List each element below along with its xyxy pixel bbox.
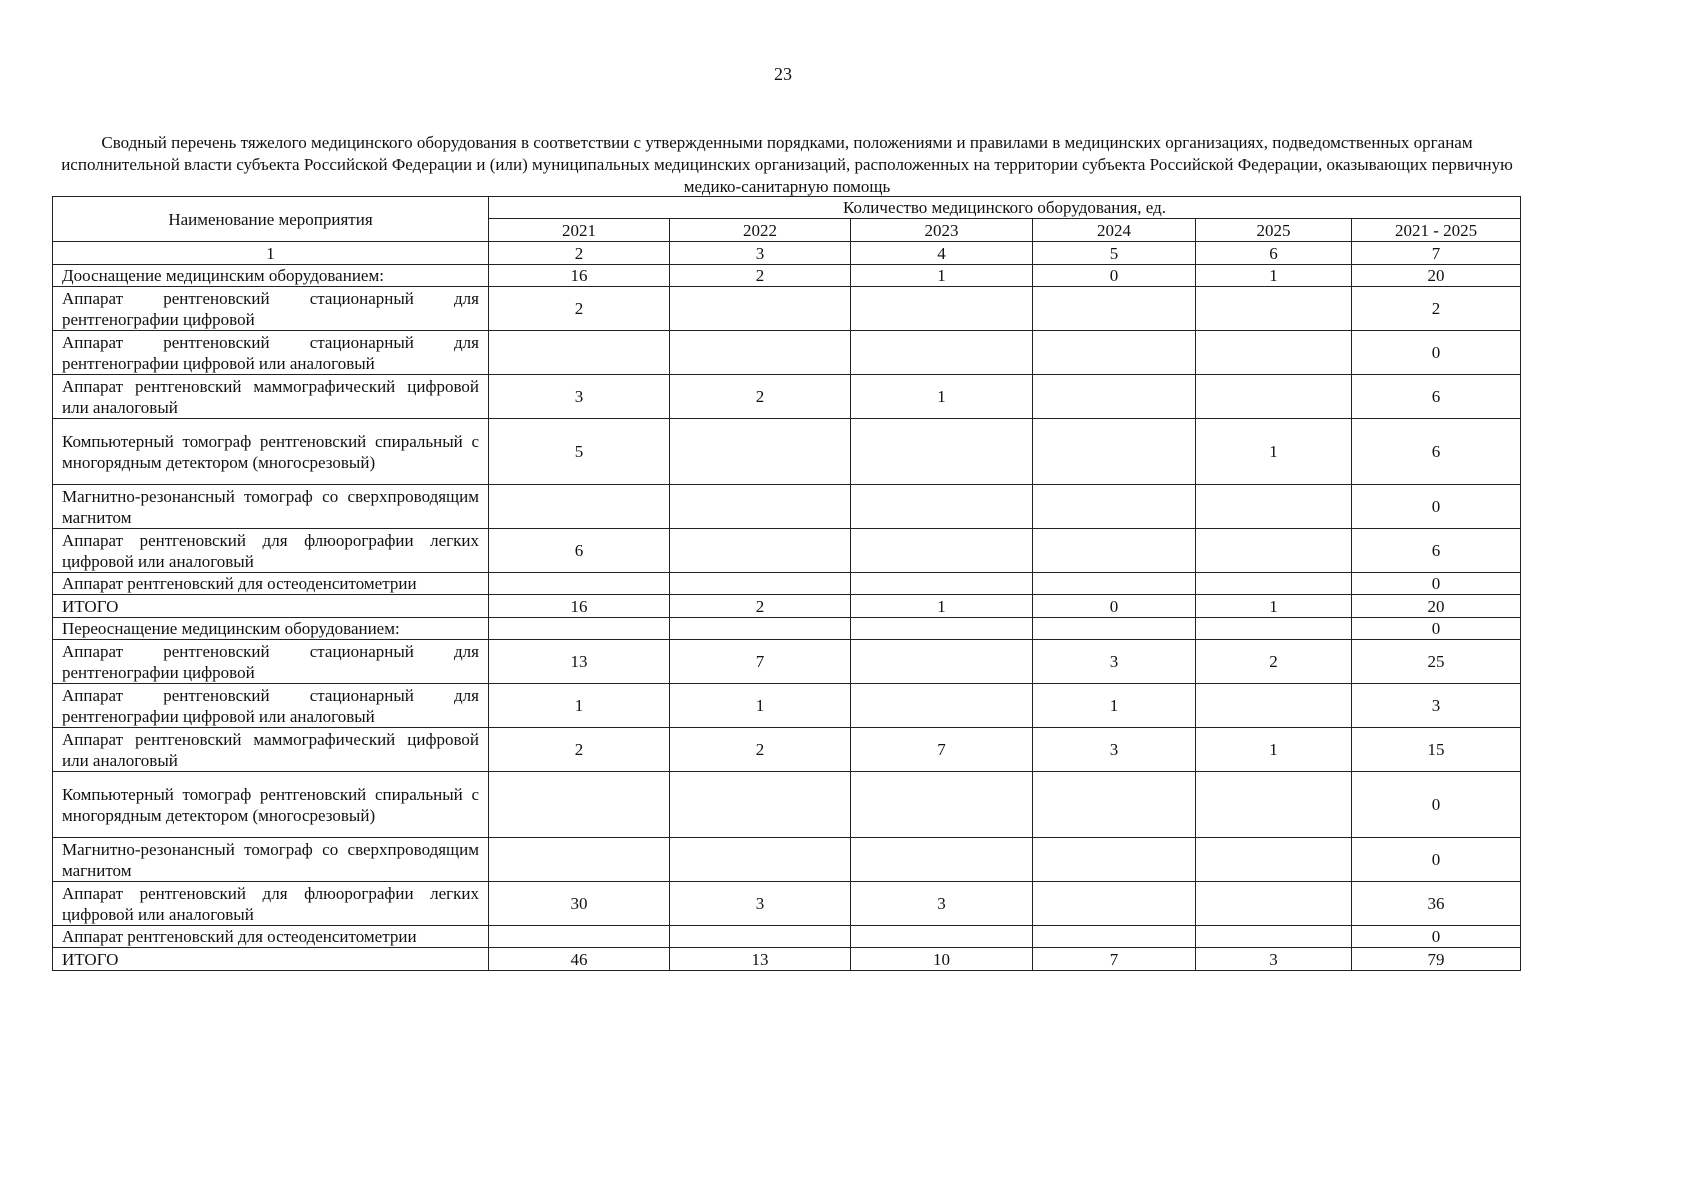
row-total-cell: 0 bbox=[1352, 926, 1521, 948]
row-total-cell: 0 bbox=[1352, 485, 1521, 529]
row-value-cell bbox=[670, 331, 851, 375]
table-row bbox=[53, 265, 1521, 287]
row-value-cell: 1 bbox=[670, 684, 851, 728]
row-value-cell bbox=[1196, 882, 1352, 926]
row-value-cell bbox=[1196, 684, 1352, 728]
row-total-cell: 0 bbox=[1352, 838, 1521, 882]
row-value-cell bbox=[670, 838, 851, 882]
table-row bbox=[53, 529, 1521, 573]
row-value-cell bbox=[1196, 287, 1352, 331]
header-year: 2025 bbox=[1196, 219, 1352, 242]
table-row bbox=[53, 838, 1521, 882]
table-row bbox=[53, 595, 1521, 618]
row-name: Аппарат рентгеновский стационарный для рентгенографии цифровой или аналоговый bbox=[53, 331, 489, 375]
header-year: 2022 bbox=[670, 219, 851, 242]
row-value-cell bbox=[670, 419, 851, 485]
row-total-cell: 20 bbox=[1352, 595, 1521, 618]
row-value-cell bbox=[1033, 772, 1196, 838]
row-value-cell bbox=[1033, 375, 1196, 419]
row-value-cell: 5 bbox=[489, 419, 670, 485]
row-value-cell bbox=[489, 331, 670, 375]
row-name: Компьютерный томограф рентгеновский спиральный с многорядным детектором (многосрезовый) bbox=[53, 419, 489, 485]
table-row bbox=[53, 728, 1521, 772]
table-row bbox=[53, 772, 1521, 838]
header-year: 2024 bbox=[1033, 219, 1196, 242]
row-value-cell bbox=[1033, 882, 1196, 926]
row-value-cell: 30 bbox=[489, 882, 670, 926]
page-number: 23 bbox=[774, 64, 792, 84]
row-value-cell bbox=[1196, 375, 1352, 419]
row-value-cell bbox=[851, 640, 1033, 684]
row-value-cell bbox=[670, 485, 851, 529]
column-number: 3 bbox=[670, 242, 851, 265]
row-value-cell bbox=[670, 926, 851, 948]
row-value-cell: 1 bbox=[1196, 265, 1352, 287]
row-total-cell: 0 bbox=[1352, 772, 1521, 838]
row-name: Аппарат рентгеновский для флюорографии легких цифровой или аналоговый bbox=[53, 529, 489, 573]
row-value-cell bbox=[1196, 573, 1352, 595]
row-value-cell: 2 bbox=[670, 265, 851, 287]
row-value-cell bbox=[1033, 331, 1196, 375]
row-value-cell: 3 bbox=[1196, 948, 1352, 971]
row-value-cell bbox=[670, 618, 851, 640]
row-value-cell bbox=[1196, 485, 1352, 529]
row-value-cell: 46 bbox=[489, 948, 670, 971]
header-year: 2023 bbox=[851, 219, 1033, 242]
row-value-cell: 1 bbox=[1196, 595, 1352, 618]
column-number: 6 bbox=[1196, 242, 1352, 265]
row-name: Аппарат рентгеновский для остеоденситометрии bbox=[53, 926, 489, 948]
row-value-cell: 3 bbox=[489, 375, 670, 419]
row-name: Дооснащение медицинским оборудованием: bbox=[53, 265, 489, 287]
row-value-cell: 1 bbox=[1033, 684, 1196, 728]
row-value-cell: 7 bbox=[851, 728, 1033, 772]
row-name: Компьютерный томограф рентгеновский спиральный с многорядным детектором (многосрезовый) bbox=[53, 772, 489, 838]
row-value-cell bbox=[851, 573, 1033, 595]
row-value-cell: 2 bbox=[670, 728, 851, 772]
row-value-cell bbox=[1033, 573, 1196, 595]
header-year: 2021 bbox=[489, 219, 670, 242]
row-total-cell: 0 bbox=[1352, 618, 1521, 640]
row-value-cell bbox=[1196, 926, 1352, 948]
row-name: Аппарат рентгеновский для флюорографии легких цифровой или аналоговый bbox=[53, 882, 489, 926]
table-row bbox=[53, 331, 1521, 375]
row-value-cell: 16 bbox=[489, 595, 670, 618]
row-value-cell bbox=[1033, 419, 1196, 485]
row-total-cell: 79 bbox=[1352, 948, 1521, 971]
row-value-cell bbox=[1033, 618, 1196, 640]
row-value-cell: 13 bbox=[670, 948, 851, 971]
row-value-cell bbox=[1196, 838, 1352, 882]
row-total-cell: 2 bbox=[1352, 287, 1521, 331]
column-number: 1 bbox=[53, 242, 489, 265]
row-value-cell bbox=[1196, 772, 1352, 838]
equipment-table bbox=[52, 196, 1521, 971]
row-value-cell bbox=[851, 618, 1033, 640]
row-name: Переоснащение медицинским оборудованием: bbox=[53, 618, 489, 640]
row-value-cell: 2 bbox=[1196, 640, 1352, 684]
table-row bbox=[53, 618, 1521, 640]
row-value-cell: 2 bbox=[489, 728, 670, 772]
column-number: 2 bbox=[489, 242, 670, 265]
row-value-cell: 1 bbox=[1196, 419, 1352, 485]
row-value-cell: 13 bbox=[489, 640, 670, 684]
row-value-cell bbox=[489, 838, 670, 882]
row-value-cell: 10 bbox=[851, 948, 1033, 971]
table-row bbox=[53, 287, 1521, 331]
row-value-cell bbox=[851, 529, 1033, 573]
row-value-cell bbox=[1033, 485, 1196, 529]
row-total-cell: 6 bbox=[1352, 529, 1521, 573]
row-value-cell bbox=[851, 772, 1033, 838]
row-value-cell bbox=[489, 573, 670, 595]
table-row bbox=[53, 684, 1521, 728]
table-row bbox=[53, 375, 1521, 419]
row-value-cell bbox=[851, 684, 1033, 728]
table-row bbox=[53, 485, 1521, 529]
table-row bbox=[53, 573, 1521, 595]
row-value-cell bbox=[670, 772, 851, 838]
row-value-cell bbox=[670, 573, 851, 595]
row-value-cell bbox=[851, 926, 1033, 948]
row-value-cell: 1 bbox=[851, 595, 1033, 618]
row-value-cell: 3 bbox=[1033, 640, 1196, 684]
row-name: Магнитно-резонансный томограф со сверхпроводящим магнитом bbox=[53, 485, 489, 529]
row-name: Аппарат рентгеновский стационарный для рентгенографии цифровой bbox=[53, 287, 489, 331]
row-value-cell: 3 bbox=[1033, 728, 1196, 772]
row-value-cell: 0 bbox=[1033, 265, 1196, 287]
document-title: Сводный перечень тяжелого медицинского оборудования в соответствии с утвержденными порядками, положениями и правилами в медицинских организациях, подведомственных органам исполнительной власти субъекта Российской Федерации и (или) муниципальных медицинских организаций, расположенных на территории субъекта Российской Федерации, оказывающих первичную медико-санитарную помощь bbox=[61, 133, 1513, 196]
row-total-cell: 3 bbox=[1352, 684, 1521, 728]
row-value-cell: 7 bbox=[1033, 948, 1196, 971]
row-name: Аппарат рентгеновский для остеоденситометрии bbox=[53, 573, 489, 595]
table-row bbox=[53, 640, 1521, 684]
row-value-cell bbox=[1196, 331, 1352, 375]
row-value-cell bbox=[489, 772, 670, 838]
row-total-cell: 15 bbox=[1352, 728, 1521, 772]
table-row bbox=[53, 948, 1521, 971]
row-value-cell bbox=[1033, 529, 1196, 573]
row-value-cell bbox=[1196, 529, 1352, 573]
row-total-cell: 6 bbox=[1352, 419, 1521, 485]
row-total-cell: 20 bbox=[1352, 265, 1521, 287]
row-value-cell bbox=[489, 618, 670, 640]
row-name: ИТОГО bbox=[53, 948, 489, 971]
column-number: 5 bbox=[1033, 242, 1196, 265]
row-value-cell bbox=[851, 838, 1033, 882]
row-value-cell: 7 bbox=[670, 640, 851, 684]
column-number: 7 bbox=[1352, 242, 1521, 265]
row-value-cell bbox=[670, 287, 851, 331]
row-value-cell bbox=[851, 287, 1033, 331]
row-value-cell: 3 bbox=[851, 882, 1033, 926]
row-value-cell bbox=[1033, 926, 1196, 948]
row-value-cell: 6 bbox=[489, 529, 670, 573]
row-value-cell bbox=[670, 529, 851, 573]
table-body bbox=[53, 265, 1521, 971]
row-name: Аппарат рентгеновский стационарный для рентгенографии цифровой bbox=[53, 640, 489, 684]
row-value-cell: 1 bbox=[851, 375, 1033, 419]
row-value-cell bbox=[1033, 838, 1196, 882]
row-value-cell: 0 bbox=[1033, 595, 1196, 618]
row-value-cell: 2 bbox=[670, 375, 851, 419]
row-value-cell bbox=[489, 485, 670, 529]
header-year-total: 2021 - 2025 bbox=[1352, 219, 1521, 242]
row-value-cell: 2 bbox=[670, 595, 851, 618]
row-total-cell: 25 bbox=[1352, 640, 1521, 684]
row-value-cell bbox=[1196, 618, 1352, 640]
row-value-cell bbox=[851, 419, 1033, 485]
row-total-cell: 36 bbox=[1352, 882, 1521, 926]
row-value-cell: 3 bbox=[670, 882, 851, 926]
row-total-cell: 6 bbox=[1352, 375, 1521, 419]
row-value-cell bbox=[851, 485, 1033, 529]
row-name: Аппарат рентгеновский маммографический цифровой или аналоговый bbox=[53, 728, 489, 772]
row-value-cell: 1 bbox=[851, 265, 1033, 287]
row-name: ИТОГО bbox=[53, 595, 489, 618]
column-number: 4 bbox=[851, 242, 1033, 265]
row-name: Магнитно-резонансный томограф со сверхпроводящим магнитом bbox=[53, 838, 489, 882]
table-row bbox=[53, 419, 1521, 485]
header-name-column: Наименование мероприятия bbox=[53, 197, 489, 242]
row-value-cell: 1 bbox=[489, 684, 670, 728]
row-value-cell: 16 bbox=[489, 265, 670, 287]
row-value-cell bbox=[1033, 287, 1196, 331]
header-quantity-group: Количество медицинского оборудования, ед. bbox=[489, 197, 1521, 219]
row-total-cell: 0 bbox=[1352, 331, 1521, 375]
row-name: Аппарат рентгеновский стационарный для рентгенографии цифровой или аналоговый bbox=[53, 684, 489, 728]
row-value-cell: 1 bbox=[1196, 728, 1352, 772]
row-value-cell bbox=[489, 926, 670, 948]
row-value-cell bbox=[851, 331, 1033, 375]
table-row bbox=[53, 882, 1521, 926]
table-row bbox=[53, 926, 1521, 948]
row-total-cell: 0 bbox=[1352, 573, 1521, 595]
row-name: Аппарат рентгеновский маммографический цифровой или аналоговый bbox=[53, 375, 489, 419]
row-value-cell: 2 bbox=[489, 287, 670, 331]
